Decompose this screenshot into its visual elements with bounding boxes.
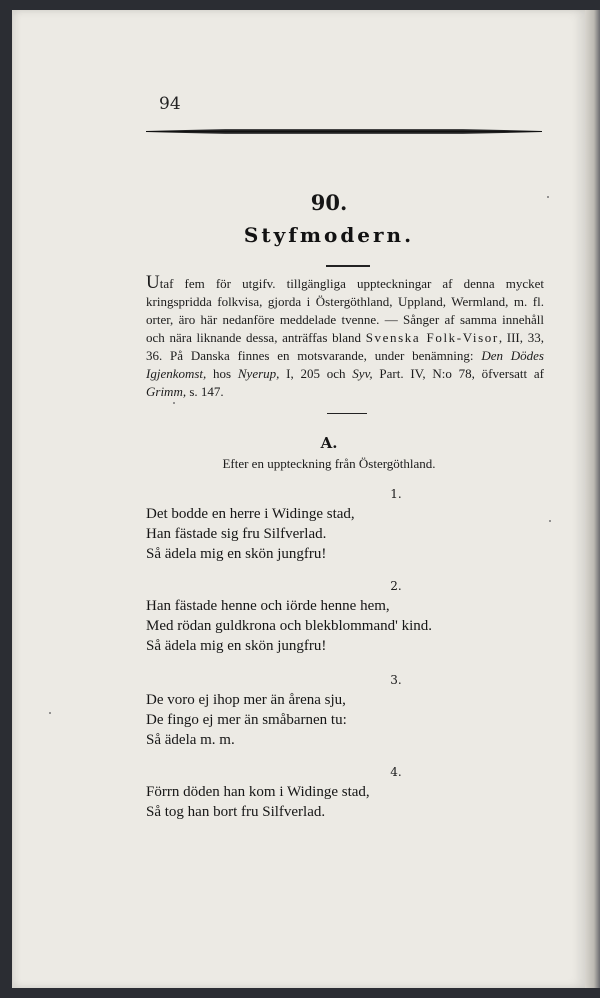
verse-line: Med rödan guldkrona och blekblommand' kind. [146, 618, 432, 634]
verse-line: Det bodde en herre i Widinge stad, [146, 506, 355, 522]
section-divider [327, 413, 367, 414]
stanza-number: 3. [390, 673, 402, 687]
stanza [146, 762, 546, 822]
intro-text-1: taf fem för utgifv. tillgängliga uppteckningar af denna mycket kringspridda folkvisa, gjorda i Östergöthland, Uppland, Wermland, m. fl. orter, äro här nedanföre meddelade tvenne. — Sånger af samma innehåll och nära liknande dessa, anträffas bland [146, 276, 544, 345]
page-edge [585, 10, 600, 988]
verse-line: Han fästade henne och iörde henne hem, [146, 598, 390, 614]
drop-cap: U [146, 272, 160, 293]
intro-collection-title: Svenska Folk-Visor [365, 330, 499, 345]
paper-speck [49, 712, 51, 714]
paper-speck [173, 402, 175, 404]
book-page [12, 10, 586, 988]
song-title: Styfmodern. [243, 223, 415, 247]
variant-source: Efter en uppteckning från Östergöthland. [222, 456, 436, 471]
intro-nyerup: Nyerup, [237, 366, 280, 381]
verse-line: Så ädela mig en skön jungfru! [146, 638, 327, 654]
intro-text-2: , III, 33, 36. På Danska finnes en motsvarande, under benämning: [146, 330, 544, 363]
intro-danish-title: Den Dödes Igjenkomst, [146, 348, 544, 381]
intro-paragraph [146, 274, 544, 401]
song-number: 90. [310, 190, 348, 215]
variant-letter: A. [320, 434, 338, 452]
paper-speck [547, 196, 549, 198]
paper-speck [549, 520, 551, 522]
stanza-number: 2. [390, 579, 402, 593]
verse-line: Förrn döden han kom i Widinge stad, [146, 784, 370, 800]
page-number: 94 [159, 94, 181, 114]
verse-line: Så tog han bort fru Silfverlad. [146, 804, 326, 820]
stanza-number: 1. [390, 487, 402, 501]
intro-text-6: s. 147. [186, 384, 224, 399]
stanza [146, 576, 546, 656]
verse-line: De fingo ej mer än småbarnen tu: [146, 712, 347, 728]
stanza [146, 670, 546, 750]
verse-line: Så ädela mig en skön jungfru! [146, 546, 327, 562]
header-rule [146, 129, 542, 134]
stanza [146, 484, 546, 564]
verse-line: De voro ej ihop mer än årena sju, [146, 692, 346, 708]
verse-line: Han fästade sig fru Silfverlad. [146, 526, 327, 542]
verse-line: Så ädela m. m. [146, 732, 235, 748]
intro-grimm: Grimm, [146, 384, 187, 399]
stanza-number: 4. [390, 765, 402, 779]
intro-text-3: hos [206, 366, 238, 381]
title-divider [326, 265, 370, 267]
intro-syv: Syv, [352, 366, 373, 381]
intro-text-5: Part. IV, N:o 78, öfversatt af [372, 366, 544, 381]
intro-text-4: I, 205 och [279, 366, 353, 381]
